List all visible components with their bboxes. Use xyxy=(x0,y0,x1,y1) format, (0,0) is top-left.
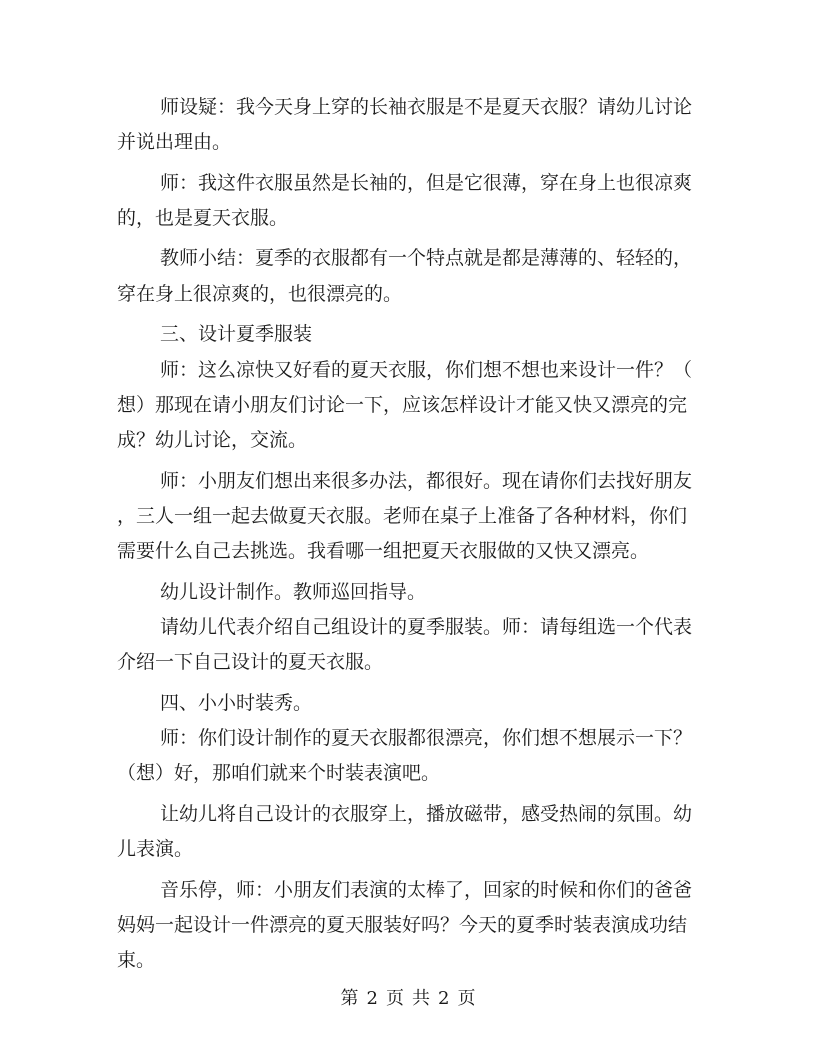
paragraph-summary-line-1: 教师小结：夏季的衣服都有一个特点就是都是薄薄的、轻轻的， xyxy=(160,247,693,269)
paragraph-teacher2-line-3: 成？幼儿讨论，交流。 xyxy=(117,429,308,451)
paragraph-perform-line-1: 让幼儿将自己设计的衣服穿上，播放磁带，感受热闹的氛围。幼 xyxy=(160,803,693,825)
paragraph-teacher2-line-2: 想）那现在请小朋友们讨论一下，应该怎样设计才能又快又漂亮的完 xyxy=(117,394,688,416)
paragraph-ending-line-1: 音乐停，师：小朋友们表演的太棒了，回家的时候和你们的爸爸 xyxy=(160,879,693,901)
section-heading-3: 三、设计夏季服装 xyxy=(160,323,313,345)
paragraph-teacher4-line-2: （想）好，那咱们就来个时装表演吧。 xyxy=(117,762,441,784)
footer-label-ye2: 页 xyxy=(457,988,476,1009)
footer-label-di: 第 xyxy=(340,988,359,1009)
paragraph-ending-line-2: 妈妈一起设计一件漂亮的夏天服装好吗？今天的夏季时装表演成功结 xyxy=(117,914,688,936)
paragraph-teacher1-line-2: 的，也是夏天衣服。 xyxy=(117,207,289,229)
paragraph-teacher2-line-1: 师：这么凉快又好看的夏天衣服，你们想不想也来设计一件？（ xyxy=(160,359,693,381)
paragraph-perform-line-2: 儿表演。 xyxy=(117,838,194,860)
paragraph-introduce-line-1: 请幼儿代表介绍自己组设计的夏季服装。师：请每组选一个代表 xyxy=(160,616,693,638)
section-heading-4: 四、小小时装秀。 xyxy=(160,692,313,714)
paragraph-doubt-line-1: 师设疑：我今天身上穿的长袖衣服是不是夏天衣服？请幼儿讨论 xyxy=(160,96,693,118)
paragraph-teacher3-line-2: ，三人一组一起去做夏天衣服。老师在桌子上准备了各种材料，你们 xyxy=(117,505,688,527)
paragraph-teacher4-line-1: 师：你们设计制作的夏天衣服都很漂亮，你们想不想展示一下？ xyxy=(160,727,693,749)
paragraph-summary-line-2: 穿在身上很凉爽的，也很漂亮的。 xyxy=(117,283,403,305)
footer-label-ye: 页 xyxy=(386,988,404,1009)
footer-label-gong: 共 xyxy=(412,988,430,1009)
paragraph-doubt-line-2: 并说出理由。 xyxy=(117,131,232,153)
page-footer xyxy=(0,988,816,1010)
paragraph-teacher3-line-1: 师：小朋友们想出来很多办法，都很好。现在请你们去找好朋友 xyxy=(160,470,693,492)
paragraph-teacher1-line-1: 师：我这件衣服虽然是长袖的，但是它很薄，穿在身上也很凉爽 xyxy=(160,172,693,194)
paragraph-ending-line-3: 束。 xyxy=(117,949,156,971)
paragraph-teacher3-line-3: 需要什么自己去挑选。我看哪一组把夏天衣服做的又快又漂亮。 xyxy=(117,540,650,562)
footer-current-page: 2 xyxy=(366,988,378,1009)
paragraph-introduce-line-2: 介绍一下自己设计的夏天衣服。 xyxy=(117,651,384,673)
paragraph-making: 幼儿设计制作。教师巡回指导。 xyxy=(160,581,427,603)
footer-total-pages: 2 xyxy=(438,988,450,1009)
